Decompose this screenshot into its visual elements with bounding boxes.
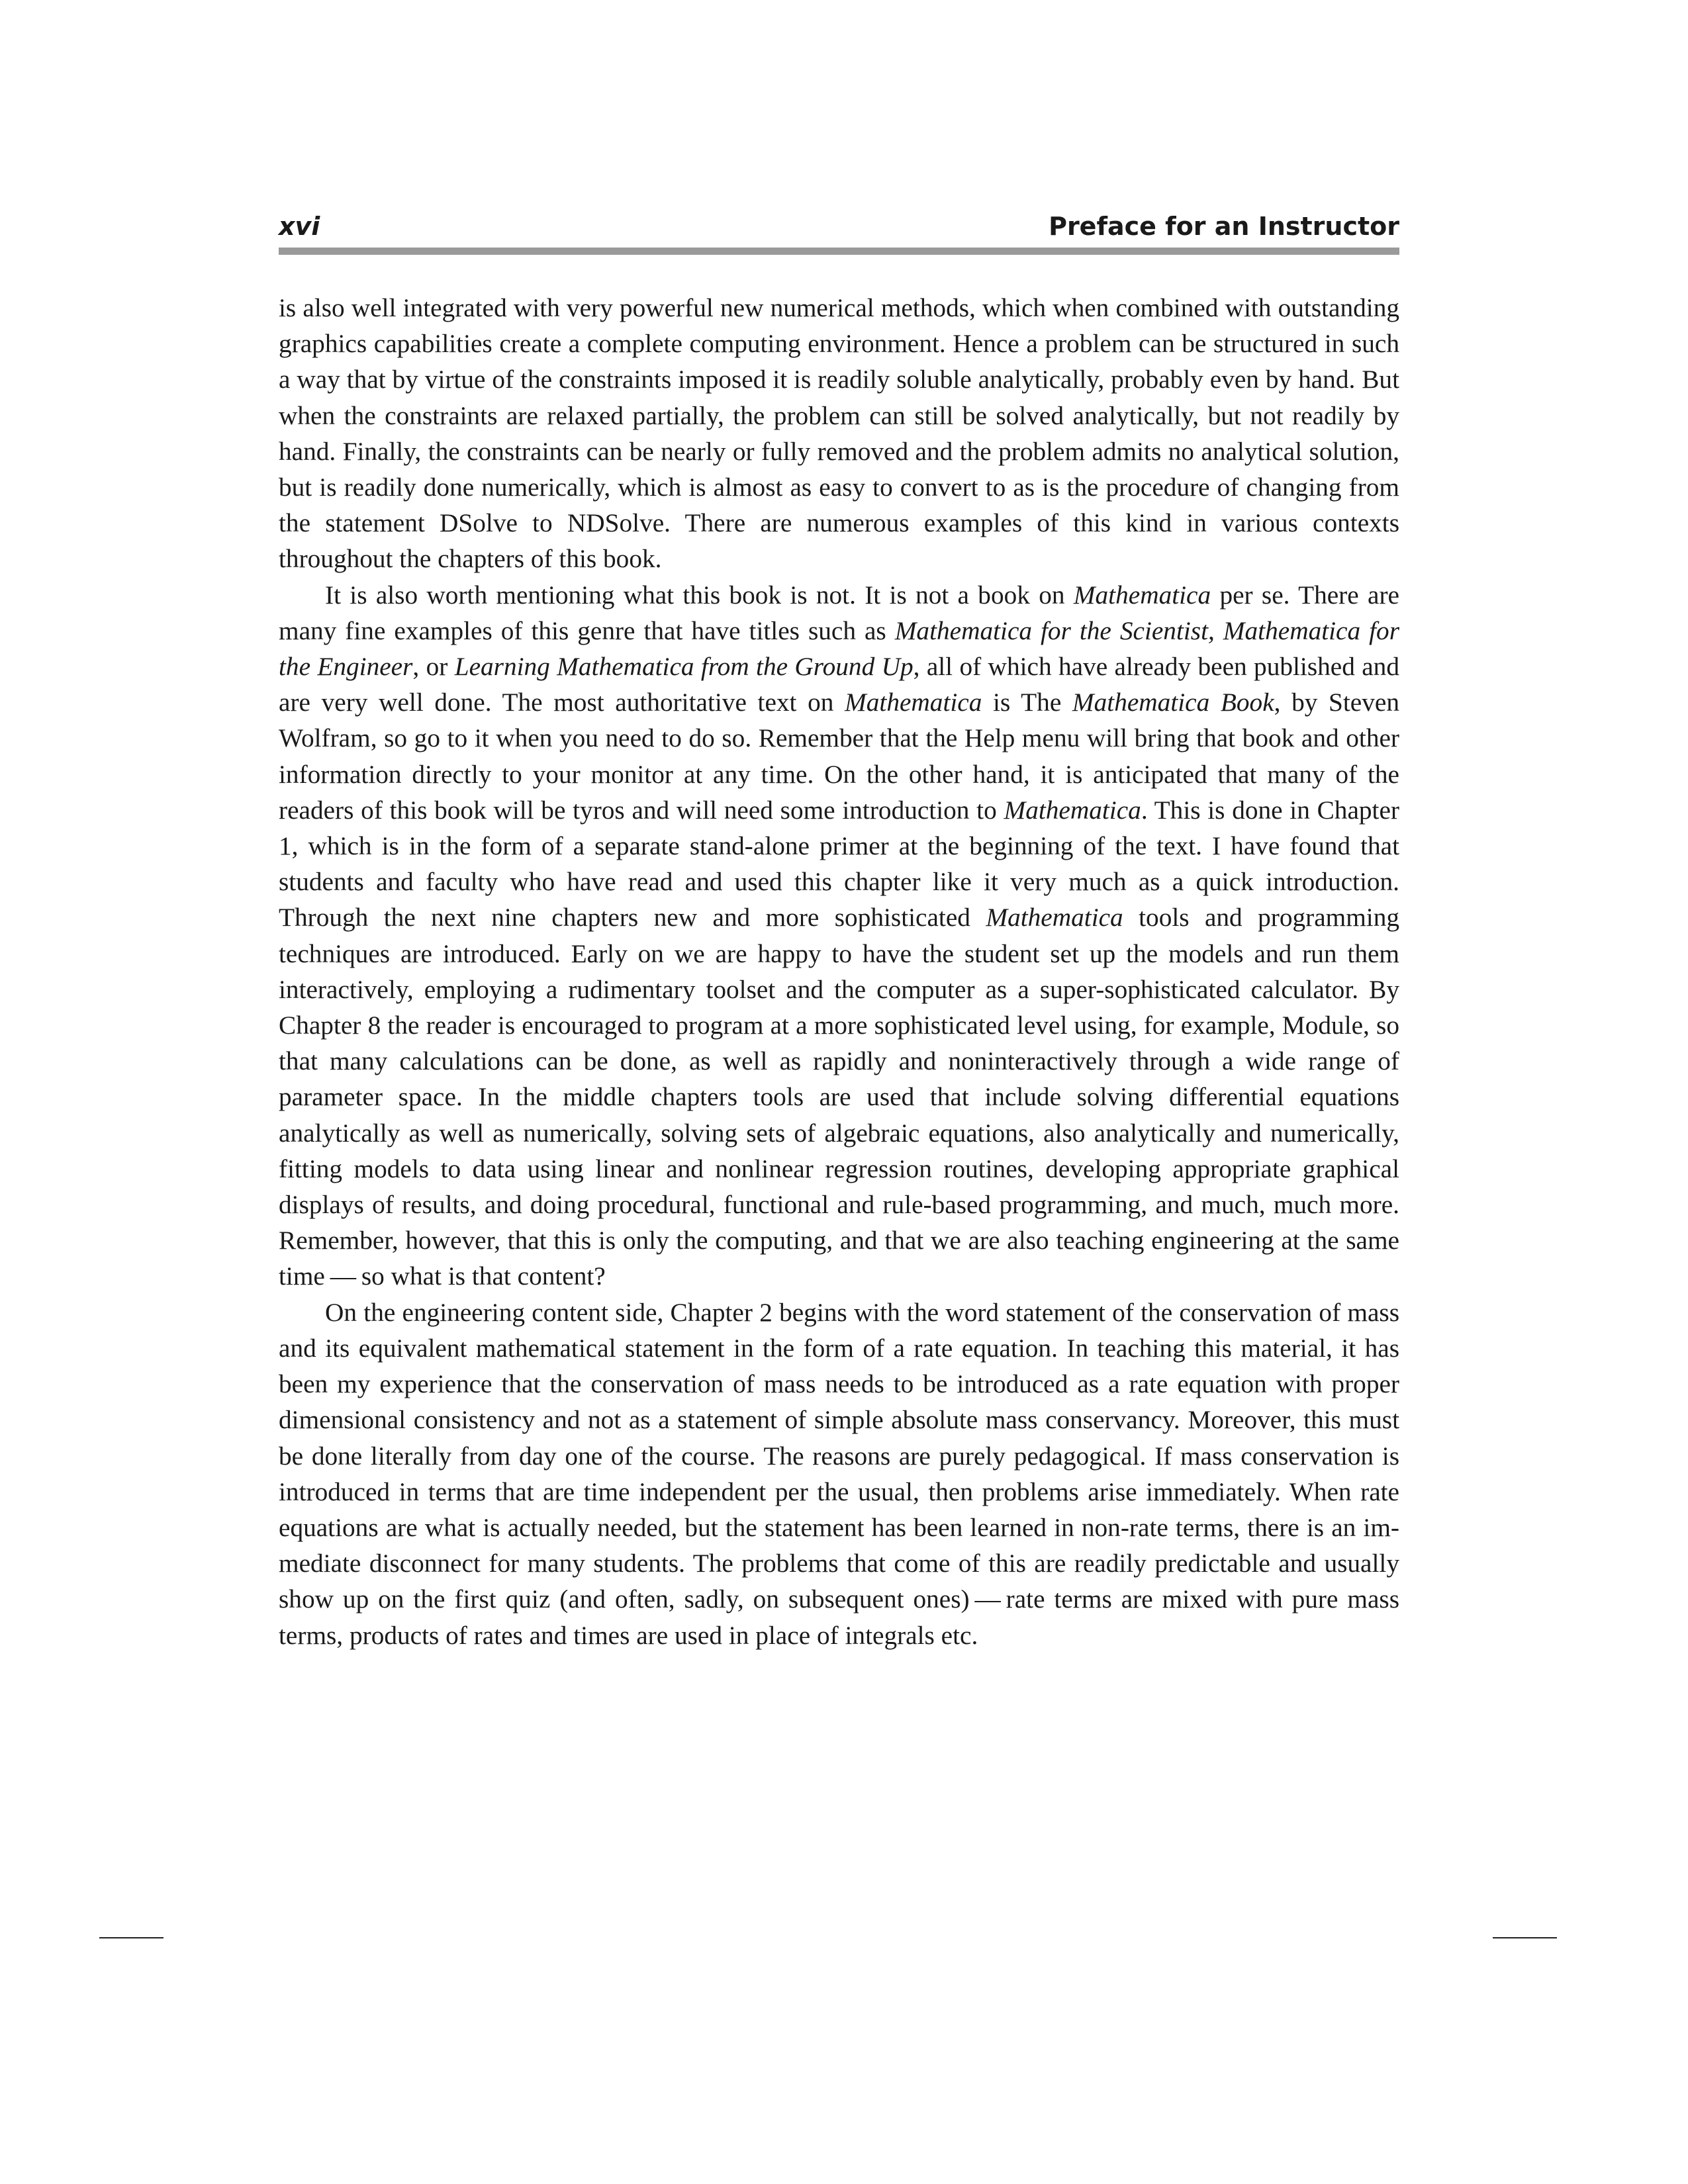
italic-run: Mathematica xyxy=(986,903,1123,933)
page-header xyxy=(279,210,1399,242)
text-run: . This is done in Chapter 1, which is in the form of a separate stand-alone primer at the beginning of the text. I have found that students and faculty who have read and used this chapter like it very much as a quick introduction. Through the next nine chapters new and more sophisticated xyxy=(279,795,1399,933)
italic-run: Learning Mathematica from the Ground Up xyxy=(454,652,914,682)
paragraph-continued xyxy=(279,290,1399,577)
crop-mark-right xyxy=(1493,1937,1557,1938)
text-run: is The xyxy=(982,688,1072,717)
body-text xyxy=(279,290,1399,1653)
text-run: tools and programming techniques are introduced. Early on we are happy to have the student set up the models and run them interactively, employing a rudimentary toolset and the computer as a super-sophisticated calculator. By Chapter 8 the reader is encouraged to program at a more sophisticated level using, for example, Module, so that many calculations can be done, as well as rapidly and noninteractively through a wide range of parameter space. In the middle chapters tools are used that include solving differential equations analytically as well as numerically, solving sets of algebraic equations, also analytically and numerically, fitting models to data using linear and nonlinear regression routines, developing appropriate graphical displays of results, and doing procedural, functional and rule-based programming, and much, much more. Remember, however, that this is only the computing, and that we are also teaching engineering at the same time — so what is that content? xyxy=(279,903,1400,1291)
text-run: It is also worth mentioning what this book is not. It is not a book on xyxy=(325,580,1074,610)
text-run: per se. There are many fine examples of this genre that have titles such as xyxy=(279,580,1399,645)
italic-run: Mathematica for the Scientist, Mathematica for the Engineer xyxy=(279,615,1399,682)
page-number: xvi xyxy=(279,212,320,241)
text-run: On the engineering content side, Chapter 2 begins with the word statement of the conservation of mass and its equivalent mathematical statement in the form of a rate equation. In teaching this material, it has been my experience that the conservation of mass needs to be introduced as a rate equation with proper dimensional consistency and not as a statement of simple absolute mass conservancy. Moreover, this must be done literally from day one of the course. The reasons are purely pedagogical. If mass conservation is introduced in terms that are time independent per the usual, then problems arise immediately. When rate equations are what is actually needed, but the statement has been learned in non-rate terms, there is an immediate disconnect for many students. The problems that come of this are readily predictable and usually show up on the first quiz (and often, sadly, on subsequent ones) — rate terms are mixed with pure mass terms, products of rates and times are used in place of integrals etc. xyxy=(279,1297,1399,1650)
italic-run: Mathematica xyxy=(845,688,982,717)
paragraph-not-a-mathematica-book xyxy=(279,577,1399,1295)
paragraph-engineering-content xyxy=(279,1295,1399,1653)
running-head: Preface for an Instructor xyxy=(1049,212,1399,241)
italic-run: Mathematica xyxy=(1073,580,1211,610)
italic-run: Mathematica xyxy=(1004,795,1141,825)
header-rule xyxy=(279,248,1399,255)
text-run: , all of which have already been published and are very well done. The most authoritative text on xyxy=(279,652,1399,717)
text-run: is also well integrated with very powerful new numerical methods, which when combined with outstanding graphics capabilities create a complete computing environment. Hence a problem can be structured in such a way that by virtue of the constraints imposed it is readily soluble analytically, probably even by hand. But when the constraints are relaxed partially, the problem can still be solved analytically, but not readily by hand. Finally, the constraints can be nearly or fully removed and the problem admits no analytical solution, but is readily done numerically, which is almost as easy to convert to as is the procedure of changing from the statement DSolve to NDSolve. There are numerous examples of this kind in various contexts throughout the chapters of this book. xyxy=(279,293,1399,574)
text-run: , by Steven Wolfram, so go to it when you need to do so. Remember that the Help menu will bring that book and other information directly to your monitor at any time. On the other hand, it is anticipated that many of the readers of this book will be tyros and will need some introduction to xyxy=(279,688,1399,825)
italic-run: Mathematica Book xyxy=(1072,688,1274,717)
text-run: , or xyxy=(412,652,455,682)
crop-mark-left xyxy=(99,1937,164,1938)
